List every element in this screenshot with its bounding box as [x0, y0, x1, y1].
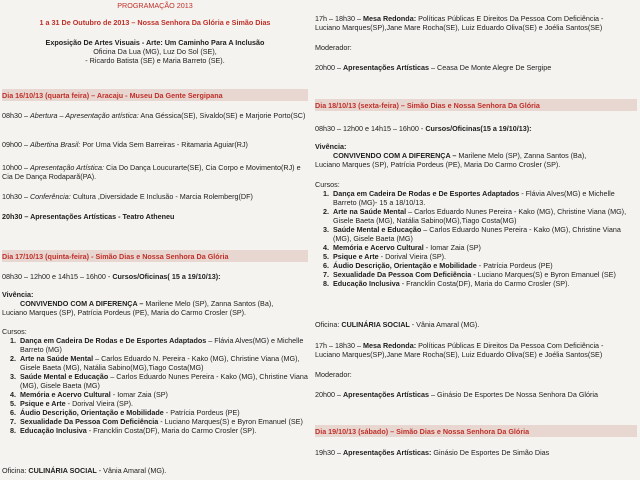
course-text [333, 225, 637, 243]
course-number: 6. [10, 408, 16, 417]
oficina-line [315, 320, 637, 329]
course-text [333, 252, 446, 261]
course-separator: - [399, 279, 407, 288]
course-text [20, 390, 168, 399]
schedule-item: 20h30 – Apresentações Artísticas - Teatro Atheneu [2, 212, 175, 221]
course-item [315, 189, 637, 207]
course-title: Arte na Saúde Mental [333, 207, 407, 216]
item-text: Por Uma Vida Sem Barreiras - Ritamaria Aguiar(RJ) [82, 140, 248, 149]
course-text [333, 189, 637, 207]
time: 10h00 – [2, 163, 28, 172]
item-text: Cia Do Dança Loucurarte(SE), Cia Corpo e Movimento(RJ) e Cia De Dança Rodaparã(PA). [2, 163, 301, 181]
item-label: Conferência: [29, 192, 71, 201]
course-text [20, 408, 240, 417]
oficina-title: CULINÁRIA SOCIAL [28, 466, 97, 475]
course-instructors: Iomar Zaia (SP) [117, 390, 168, 399]
event-dates: 1 a 31 De Outubro de 2013 – Nossa Senhora Da Glória e Simão Dias [39, 18, 271, 27]
course-number: 1. [10, 336, 16, 345]
course-text [333, 243, 481, 252]
course-separator: - [423, 243, 431, 252]
vivencia-text-2: Luciano Marques (SP), Patrícia Pordeus (PE), Maria do Carmo Crosler (SP). [2, 308, 247, 317]
course-title: Memória e Acervo Cultural [333, 243, 424, 252]
course-number: 8. [10, 426, 16, 435]
day-title: Dia 17/10/13 (quinta-feira) - Simão Dias e Nossa Senhora Da Glória [2, 252, 229, 261]
apres-line [315, 63, 637, 72]
schedule-item [2, 140, 308, 149]
course-item [315, 225, 637, 243]
apres-line [315, 390, 637, 399]
course-separator: - [158, 417, 165, 426]
course-separator: - [378, 252, 386, 261]
course-instructors: Flávia Alves(MG) e Michelle Barreto (MG) [20, 336, 304, 354]
course-number: 2. [10, 354, 16, 363]
course-text [20, 354, 308, 372]
course-instructors: Patrícia Pordeus (PE) [483, 261, 553, 270]
item-label: Apresentação Artística: [29, 163, 105, 172]
vivencia-line [315, 151, 637, 160]
course-item [2, 426, 308, 435]
course-item [2, 372, 308, 390]
course-instructors: Luciano Marques(S) e Byron Emanuel (SE) [164, 417, 303, 426]
course-item [315, 207, 637, 225]
mesa-line [315, 341, 637, 350]
course-instructors: Iomar Zaia (SP) [430, 243, 481, 252]
moderador: Moderador: [315, 43, 352, 52]
apres-label: Apresentações Artísticas [342, 63, 430, 72]
schedule-item [2, 111, 308, 120]
cursos-label: Cursos: [2, 327, 27, 336]
course-instructors: Luciano Marques(S) e Byron Emanuel (SE) [477, 270, 616, 279]
mesa-label: Mesa Redonda: [362, 14, 417, 23]
course-title: Educação Inclusiva [20, 426, 87, 435]
course-number: 5. [10, 399, 16, 408]
course-instructors: Carlos Eduardo N. Pereira - Kako (MG), Christine Viana (MG), Gisele Baeta (MG), Natália Sabino(MG),Tiago Costa(MG) [20, 354, 300, 372]
item-text: Cultura ,Diversidade E Inclusão - Marcia Rolemberg(DF) [72, 192, 253, 201]
time: 17h – 18h30 – [315, 14, 361, 23]
course-separator: - [519, 189, 526, 198]
course-item [2, 336, 308, 354]
course-instructors: Carlos Eduardo Nunes Pereira - Kako (MG), Christine Viana (MG), Gisele Baeta (MG) [20, 372, 308, 390]
course-separator: - [476, 261, 484, 270]
vivencia-line [2, 299, 308, 308]
vivencia-text: Marilene Melo (SP), Zanna Santos (Ba), [145, 299, 274, 308]
oficina-label: Oficina: [2, 466, 27, 475]
course-instructors: Carlos Eduardo Nunes Pereira - Kako (MG), Christine Viana (MG), Gisele Baeta (MG) [333, 225, 621, 243]
item-text: Ana Géssica(SE), Sivaldo(SE) e Marjorie Porto(SC) [140, 111, 306, 120]
vivencia-text: Marilene Melo (SP), Zanna Santos (Ba), [458, 151, 587, 160]
course-instructors: Carlos Eduardo Nunes Pereira - Kako (MG), Christine Viana (MG), Gisele Baeta (MG), Natália Sabino(MG),Tiago Costa(MG) [333, 207, 627, 225]
course-separator: - [110, 390, 118, 399]
cursos-label: Cursos: [315, 180, 340, 189]
mesa-label: Mesa Redonda: [362, 341, 417, 350]
course-title: Arte na Saúde Mental [20, 354, 94, 363]
day-title: Dia 19/10/13 (sábado) – Simão Dias e Nossa Senhora Da Glória [315, 427, 530, 436]
apres-label: Apresentações Artísticas: [342, 448, 432, 457]
course-title: Dança em Cadeira De Rodas e De Esportes Adaptados [20, 336, 207, 345]
course-text [20, 336, 308, 354]
courses-time [2, 272, 308, 281]
mesa-text-2: Luciano Marques(SP),Jane Mare Rocha(SE), Luiz Eduardo Oliva(SE) e Joélia Santos(SE) [315, 23, 603, 32]
course-text [333, 279, 569, 288]
oficina-label: Oficina: [315, 320, 340, 329]
schedule-item [2, 192, 308, 201]
course-item [2, 390, 308, 399]
course-separator: – [406, 207, 415, 216]
vivencia-label: Vivência: [315, 142, 347, 151]
course-text [20, 426, 256, 435]
course-title: Psique e Arte [333, 252, 379, 261]
courses-label: Cursos/Oficinas(15 a 19/10/13): [425, 124, 532, 133]
time: 08h30 – [2, 111, 28, 120]
mesa-text-2: Luciano Marques(SP),Jane Mare Rocha(SE), Luiz Eduardo Oliva(SE) e Joélia Santos(SE) [315, 350, 603, 359]
course-item [2, 354, 308, 372]
time: 19h30 – [315, 448, 341, 457]
oficina-title: CULINÁRIA SOCIAL [341, 320, 410, 329]
day-title: Dia 18/10/13 (sexta-feira) – Simão Dias e Nossa Senhora Da Glória [315, 101, 540, 110]
apres-text: – Ginásio De Esportes De Nossa Senhora Da Glória [431, 390, 599, 399]
course-number: 4. [323, 243, 329, 252]
item-label: Abertura – Apresentação artística: [29, 111, 139, 120]
course-text [20, 417, 303, 426]
course-separator: - [65, 399, 73, 408]
course-item [315, 279, 637, 288]
apres-label: Apresentações Artísticas [342, 390, 430, 399]
program-header: PROGRAMAÇÃO 2013 [117, 1, 193, 10]
day-title: Dia 16/10/13 (quarta feira) – Aracaju - Museu Da Gente Sergipana [2, 91, 223, 100]
course-number: 5. [323, 252, 329, 261]
mesa-text: Políticas Públicas E Direitos Da Pessoa Com Deficiência - [418, 341, 604, 350]
course-number: 1. [323, 189, 329, 198]
mesa-text: Políticas Públicas E Direitos Da Pessoa Com Deficiência - [418, 14, 604, 23]
courses-label: Cursos/Oficinas( 15 a 19/10/13): [112, 272, 221, 281]
expo-line-1: Oficina Da Lua (MG), Luz Do Sol (SE), [93, 47, 217, 56]
course-number: 7. [323, 270, 329, 279]
course-title: Memória e Acervo Cultural [20, 390, 111, 399]
course-text [333, 261, 553, 270]
course-title: Psique e Arte [20, 399, 66, 408]
course-number: 2. [323, 207, 329, 216]
course-separator: – [421, 225, 430, 234]
course-item [315, 270, 637, 279]
course-instructors: Dorival Vieira (SP). [385, 252, 447, 261]
expo-title: Exposição De Artes Visuais - Arte: Um Caminho Para A Inclusão [45, 38, 265, 47]
course-text [20, 372, 308, 390]
moderador: Moderador: [315, 370, 352, 379]
vivencia-title: CONVIVENDO COM A DIFERENÇA – [333, 151, 457, 160]
course-instructors: Francklin Costa(DF), Maria do Carmo Crosler (SP). [406, 279, 570, 288]
vivencia-text-2: Luciano Marques (SP), Patrícia Pordeus (PE), Maria Do Carmo Crosler (SP). [315, 160, 561, 169]
course-separator: – [206, 336, 215, 345]
oficina-text: - Vânia Amaral (MG). [411, 320, 480, 329]
mesa-line [315, 14, 637, 23]
vivencia-label: Vivência: [2, 290, 34, 299]
time: 09h00 – [2, 140, 28, 149]
course-number: 7. [10, 417, 16, 426]
course-instructors: Francklin Costa(DF), Maria do Carmo Crosler (SP). [93, 426, 257, 435]
vivencia-title: CONVIVENDO COM A DIFERENÇA – [20, 299, 144, 308]
course-list [315, 189, 637, 288]
course-text [333, 270, 616, 279]
time: 08h30 – 12h00 e 14h15 – 16h00 - [2, 272, 111, 281]
apres-line [315, 448, 637, 457]
course-title: Sexualidade Da Pessoa Com Deficiência [333, 270, 472, 279]
courses-time [315, 124, 637, 133]
course-text [20, 399, 133, 408]
item-label: Albertina Brasil: [29, 140, 81, 149]
course-number: 6. [323, 261, 329, 270]
course-separator: - [86, 426, 94, 435]
course-title: Saúde Mental e Educação [333, 225, 422, 234]
time: 10h30 – [2, 192, 28, 201]
course-instructors: Patrícia Pordeus (PE) [170, 408, 240, 417]
course-item [2, 408, 308, 417]
time: 20h00 – [315, 390, 341, 399]
apres-text: Ginásio De Esportes De Simão Dias [433, 448, 550, 457]
course-item [315, 243, 637, 252]
schedule-item [2, 163, 308, 181]
oficina-text: - Vânia Amaral (MG). [98, 466, 167, 475]
course-item [315, 261, 637, 270]
course-item [2, 417, 308, 426]
expo-line-2: - Ricardo Batista (SE) e Maria Barreto (SE). [85, 56, 225, 65]
time: 17h – 18h30 – [315, 341, 361, 350]
course-text [333, 207, 637, 225]
course-instructors: Dorival Vieira (SP). [72, 399, 134, 408]
course-instructors: Flávia Alves(MG) e Michelle Barreto (MG)- 15 a 18/10/13. [333, 189, 615, 207]
course-title: Áudio Descrição, Orientação e Mobilidade [333, 261, 477, 270]
oficina-line [2, 466, 308, 475]
course-title: Saúde Mental e Educação [20, 372, 109, 381]
apres-text: – Ceasa De Monte Alegre De Sergipe [431, 63, 552, 72]
course-separator: – [93, 354, 102, 363]
course-number: 3. [323, 225, 329, 234]
course-title: Áudio Descrição, Orientação e Mobilidade [20, 408, 164, 417]
course-separator: – [108, 372, 117, 381]
course-separator: - [471, 270, 478, 279]
time: 08h30 – 12h00 e 14h15 – 16h00 - [315, 124, 424, 133]
course-number: 8. [323, 279, 329, 288]
course-separator: - [163, 408, 171, 417]
course-item [315, 252, 637, 261]
course-number: 4. [10, 390, 16, 399]
course-title: Educação Inclusiva [333, 279, 400, 288]
course-title: Sexualidade Da Pessoa Com Deficiência [20, 417, 159, 426]
time: 20h00 – [315, 63, 341, 72]
course-title: Dança em Cadeira De Rodas e De Esportes Adaptados [333, 189, 520, 198]
course-item [2, 399, 308, 408]
course-list [2, 336, 308, 435]
course-number: 3. [10, 372, 16, 381]
